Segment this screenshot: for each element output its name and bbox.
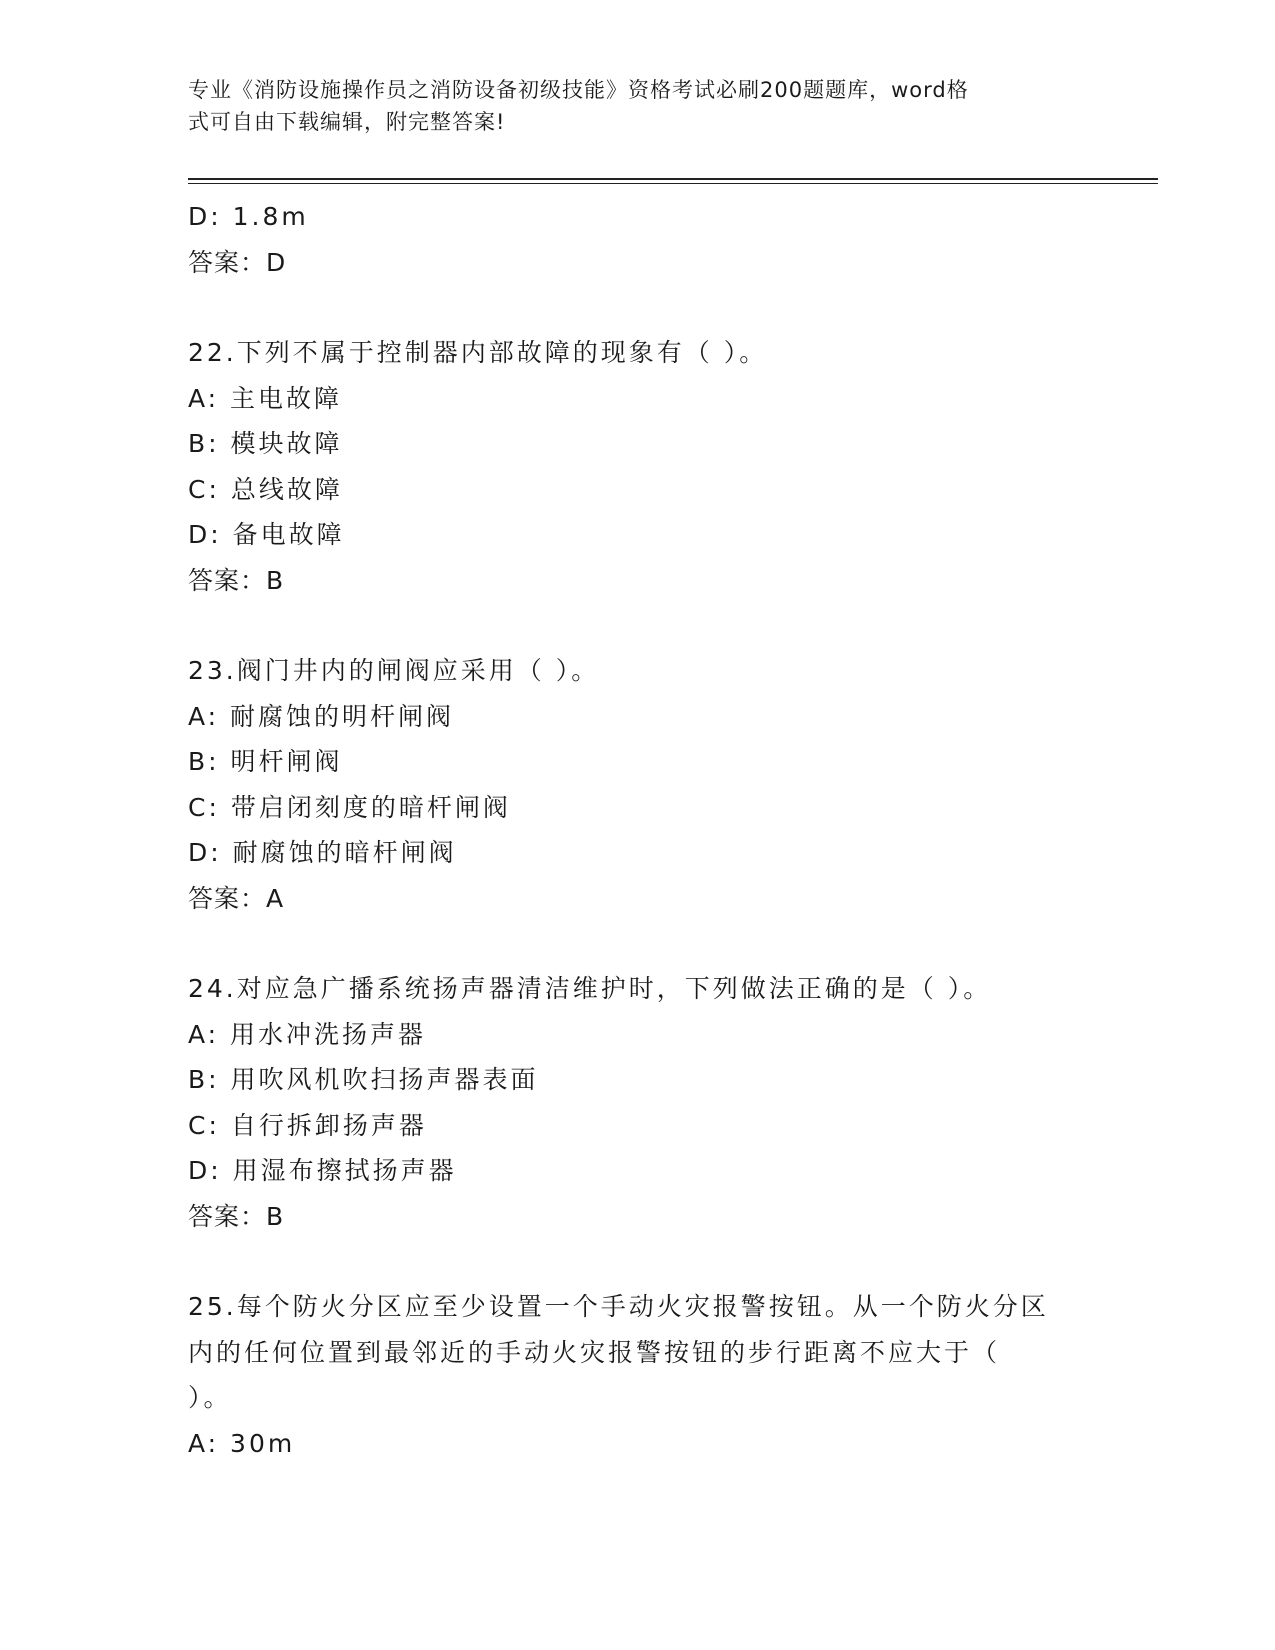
header-line-1: 专业《消防设施操作员之消防设备初级技能》资格考试必刷200题题库，word格 (188, 78, 969, 102)
header-rule-thick (188, 178, 1158, 180)
option-b: B: 模块故障 (188, 429, 343, 458)
answer-line: 答案：D (188, 247, 287, 277)
question-stem-line-1: 25.每个防火分区应至少设置一个手动火灾报警按钮。从一个防火分区 (188, 1292, 1049, 1321)
option-a: A: 主电故障 (188, 383, 343, 413)
answer-line: 答案：A (188, 883, 285, 913)
option-a: A: 用水冲洗扬声器 (188, 1019, 427, 1049)
question-list (188, 194, 1088, 1466)
answer-line: 答案：B (188, 565, 285, 595)
option-d: D: 用湿布擦拭扬声器 (188, 1156, 457, 1185)
document-header (188, 74, 1088, 138)
previous-question-tail (188, 194, 1088, 285)
header-line-2: 式可自由下载编辑，附完整答案! (188, 110, 506, 134)
question-stem: 22.下列不属于控制器内部故障的现象有（ ）。 (188, 338, 768, 367)
question-25 (188, 1284, 1088, 1466)
option-a: A: 30m (188, 1428, 296, 1458)
question-23 (188, 648, 1088, 921)
header-rule-thin (188, 183, 1158, 184)
option-d: D: 备电故障 (188, 520, 345, 549)
option-d: D: 1.8m (188, 202, 309, 231)
question-22 (188, 330, 1088, 603)
question-24 (188, 966, 1088, 1239)
option-a: A: 耐腐蚀的明杆闸阀 (188, 701, 455, 731)
question-stem-line-2: 内的任何位置到最邻近的手动火灾报警按钮的步行距离不应大于（ (188, 1337, 1001, 1367)
question-stem: 23.阀门井内的闸阀应采用（ ）。 (188, 656, 600, 685)
option-c: C: 自行拆卸扬声器 (188, 1110, 427, 1140)
answer-line: 答案：B (188, 1201, 285, 1231)
option-b: B: 用吹风机吹扫扬声器表面 (188, 1065, 539, 1094)
option-d: D: 耐腐蚀的暗杆闸阀 (188, 838, 457, 867)
question-stem-line-3: ）。 (188, 1383, 232, 1412)
option-c: C: 带启闭刻度的暗杆闸阀 (188, 792, 511, 822)
option-b: B: 明杆闸阀 (188, 747, 343, 776)
question-stem: 24.对应急广播系统扬声器清洁维护时，下列做法正确的是（ ）。 (188, 974, 992, 1003)
option-c: C: 总线故障 (188, 474, 343, 504)
